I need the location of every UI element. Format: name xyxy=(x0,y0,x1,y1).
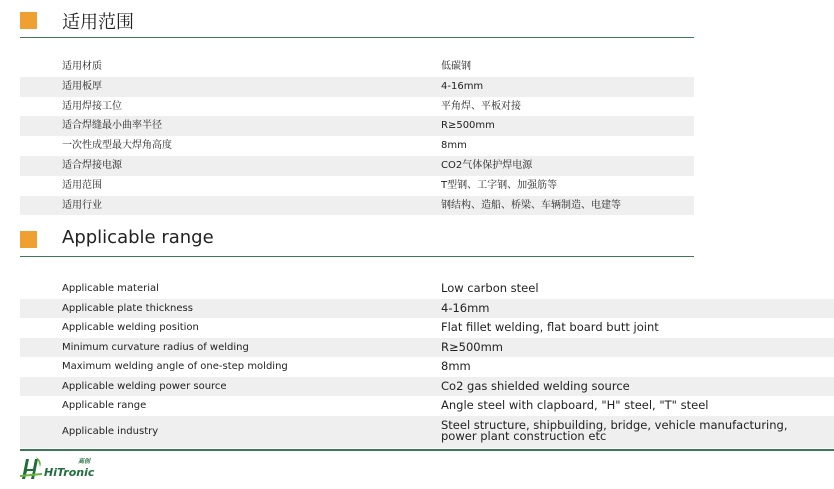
table-row xyxy=(20,279,834,299)
spec-table-cn xyxy=(20,57,694,215)
row-value: 低碳钢 xyxy=(441,61,471,72)
row-value: CO2气体保护焊电源 xyxy=(441,159,533,171)
spec-table-en xyxy=(20,279,834,448)
row-value: 4-16mm xyxy=(441,80,484,92)
logo-text: HiTronic xyxy=(44,466,95,479)
section-rule xyxy=(20,37,694,38)
row-value: 钢结构、造船、桥梁、车辆制造、电建等 xyxy=(441,199,621,211)
row-label: Maximum welding angle of one-step molding xyxy=(62,361,288,372)
table-row xyxy=(20,377,834,397)
row-label: 适合焊接电源 xyxy=(62,159,122,171)
table-row xyxy=(20,357,834,377)
row-value: Co2 gas shielded welding source xyxy=(441,378,630,393)
table-row xyxy=(20,57,694,77)
table-row xyxy=(20,97,694,117)
row-value: 4-16mm xyxy=(441,300,490,315)
row-label: Applicable welding position xyxy=(62,322,199,333)
footer-rule xyxy=(20,449,834,451)
table-row xyxy=(20,176,694,196)
row-label: Applicable welding power source xyxy=(62,380,227,392)
row-label: Applicable plate thickness xyxy=(62,302,193,314)
row-value: Low carbon steel xyxy=(441,281,539,295)
section-title-cn: 适用范围 xyxy=(62,12,134,33)
table-row xyxy=(20,136,694,156)
section-title-en: Applicable range xyxy=(62,227,214,248)
table-row xyxy=(20,338,834,358)
section-marker-icon xyxy=(20,231,37,248)
row-label: 适用范围 xyxy=(62,179,102,191)
table-row xyxy=(20,396,834,416)
row-label: 适用焊接工位 xyxy=(62,100,122,112)
row-label: Applicable material xyxy=(62,283,159,294)
row-label: Minimum curvature radius of welding xyxy=(62,341,249,353)
section-marker-icon xyxy=(20,12,37,29)
row-value: T型钢、工字钢、加强筋等 xyxy=(441,179,558,191)
row-label: 一次性成型最大焊角高度 xyxy=(62,140,172,152)
table-row xyxy=(20,318,834,338)
row-value: 平角焊、平板对接 xyxy=(441,100,521,112)
row-label: Applicable industry xyxy=(62,425,159,437)
row-value: Flat fillet welding, flat board butt joint xyxy=(441,320,659,334)
row-label: Applicable range xyxy=(62,400,147,411)
hitronic-logo-icon xyxy=(20,455,44,481)
row-value: R≥500mm xyxy=(441,339,503,354)
logo-cn-text: 高创 xyxy=(78,458,91,465)
row-label: 适合焊缝最小曲率半径 xyxy=(62,120,162,132)
table-row xyxy=(20,416,834,448)
row-value: Angle steel with clapboard, "H" steel, "T" steel xyxy=(441,398,709,412)
row-value: Steel structure, shipbuilding, bridge, vehicle manufacturing, power plant construction etc xyxy=(441,417,788,443)
table-row xyxy=(20,77,694,97)
table-row xyxy=(20,299,834,319)
row-label: 适用材质 xyxy=(62,61,102,72)
row-value: R≥500mm xyxy=(441,120,495,132)
row-value: 8mm xyxy=(441,140,467,152)
hitronic-logo xyxy=(20,455,100,483)
row-label: 适用行业 xyxy=(62,199,102,211)
section-rule xyxy=(20,256,694,257)
table-row xyxy=(20,196,694,216)
table-row xyxy=(20,116,694,136)
row-label: 适用板厚 xyxy=(62,80,102,92)
row-value: 8mm xyxy=(441,359,471,373)
table-row xyxy=(20,156,694,176)
